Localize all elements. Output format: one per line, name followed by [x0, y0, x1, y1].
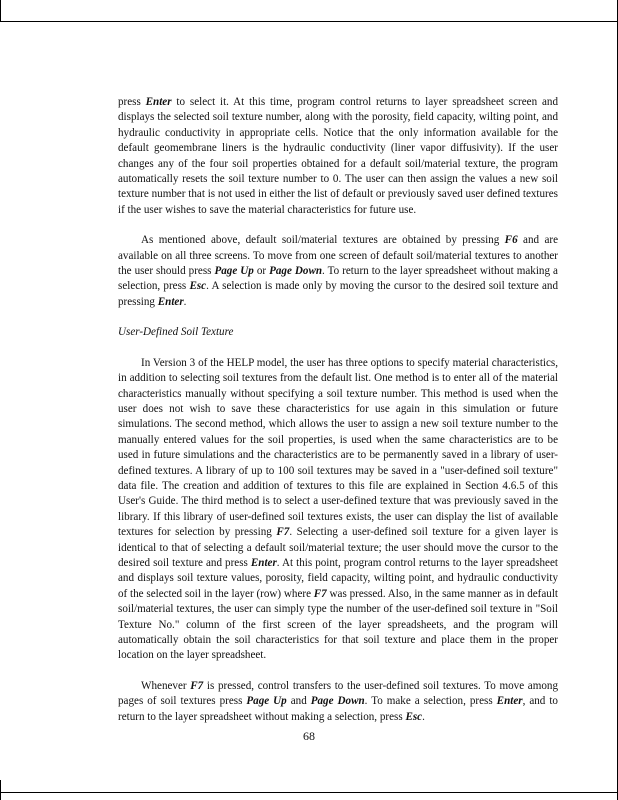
- key-enter: Enter: [145, 96, 172, 108]
- key-enter: Enter: [250, 556, 277, 569]
- scan-border-left-top: [0, 0, 1, 22]
- document-body: [118, 95, 558, 740]
- key-enter: Enter: [496, 695, 523, 708]
- text-run: Whenever: [141, 679, 191, 692]
- text-run: . A selection is made only by moving the cursor to the desired soil texture and pressing: [118, 280, 558, 308]
- text-run: and are available on all three screens. To move from one screen of default soil/material textures to another the user should press: [118, 234, 558, 278]
- key-page-down: Page Down: [269, 265, 323, 278]
- key-f7: F7: [190, 679, 204, 692]
- text-run: is pressed, control transfers to the user-defined soil textures. To move among pages of soil textures press: [118, 679, 558, 708]
- key-page-up: Page Up: [246, 695, 287, 708]
- paragraph-user-defined-options: [118, 356, 558, 664]
- key-esc: Esc: [189, 280, 207, 293]
- text-run: or: [253, 265, 270, 278]
- text-run: and: [286, 695, 311, 708]
- scan-border-bottom: [0, 792, 618, 793]
- text-run: .: [183, 295, 187, 308]
- page-number: 68: [303, 729, 315, 743]
- key-enter: Enter: [157, 295, 184, 308]
- scan-border-top: [0, 21, 618, 22]
- text-run: . At this point, program control returns to the layer spreadsheet and displays soil texture values, porosity, field capacity, wilting point, and hydraulic conductivity of the selected soil in the layer (row) where: [118, 556, 558, 600]
- text-run: was pressed. Also, in the same manner as in default soil/material textures, the user can simply type the number of the user-defined soil texture in "Soil Texture No." column of the first screen of the layer spreadsheets, and the program will automatically obtain the soil characteristics for that soil texture and place them in the proper location on the layer spreadsheet.: [118, 587, 558, 662]
- key-f7: F7: [276, 526, 290, 539]
- text-run: press: [118, 96, 146, 108]
- paragraph-default-textures: [118, 233, 558, 310]
- section-heading: User-Defined Soil Texture: [118, 326, 234, 339]
- scan-border-left-bottom: [0, 780, 1, 800]
- key-page-up: Page Up: [214, 265, 254, 278]
- paragraph-texture-selection: [118, 95, 558, 218]
- key-f7: F7: [313, 587, 327, 600]
- text-run: . Selecting a user-defined soil texture for a given layer is identical to that of selecting a default soil/material texture; the user should move the cursor to the desired soil texture and press: [118, 526, 559, 569]
- text-run: .: [422, 710, 425, 723]
- text-run: As mentioned above, default soil/material textures are obtained by pressing: [141, 234, 505, 247]
- key-page-down: Page Down: [310, 695, 365, 708]
- key-f6: F6: [504, 234, 518, 247]
- text-run: . To make a selection, press: [364, 695, 497, 708]
- text-run: to select it. At this time, program control returns to layer spreadsheet screen and displays the selected soil texture number, along with the porosity, field capacity, wilting point, and hydraulic conductivity in appropriate cells. Notice that the only information available for the default geomembrane liners is the hydraulic conductivity (liner vapor diffusivity). If the user changes any of the four soil properties obtained for a default soil/material texture, the program automatically resets the soil texture number to 0. The user can then assign the values a new soil texture number that is not used in either the list of default or previously saved user defined textures if the user wishes to save the material characteristics for future use.: [118, 96, 558, 216]
- text-run: , and to return to the layer spreadsheet without making a selection, press: [118, 695, 558, 723]
- text-run: . To return to the layer spreadsheet without making a selection, press: [118, 265, 558, 293]
- paragraph-f7-navigation: [118, 679, 558, 725]
- text-run: In Version 3 of the HELP model, the user has three options to specify material characteristics, in addition to selecting soil textures from the default list. One method is to enter all of the material characteristics manually without specifying a soil texture number. This method is used when the user does not wish to save these characteristics for use again in this simulation or future simulations. The second method, which allows the user to assign a new soil texture number to the manually entered values for the soil properties, is used when the same characteristics are to be used in future simulations and the characteristics are to be permanently saved in a library of user-defined textures. A library of up to 100 soil textures may be saved in a "user-defined soil texture" data file. The creation and addition of textures to this file are explained in Section 4.6.5 of this User's Guide. The third method is to select a user-defined texture that was previously saved in the library. If this library of user-defined soil textures exists, the user can display the list of available textures for selection by pressing: [118, 356, 558, 539]
- key-esc: Esc: [405, 710, 423, 723]
